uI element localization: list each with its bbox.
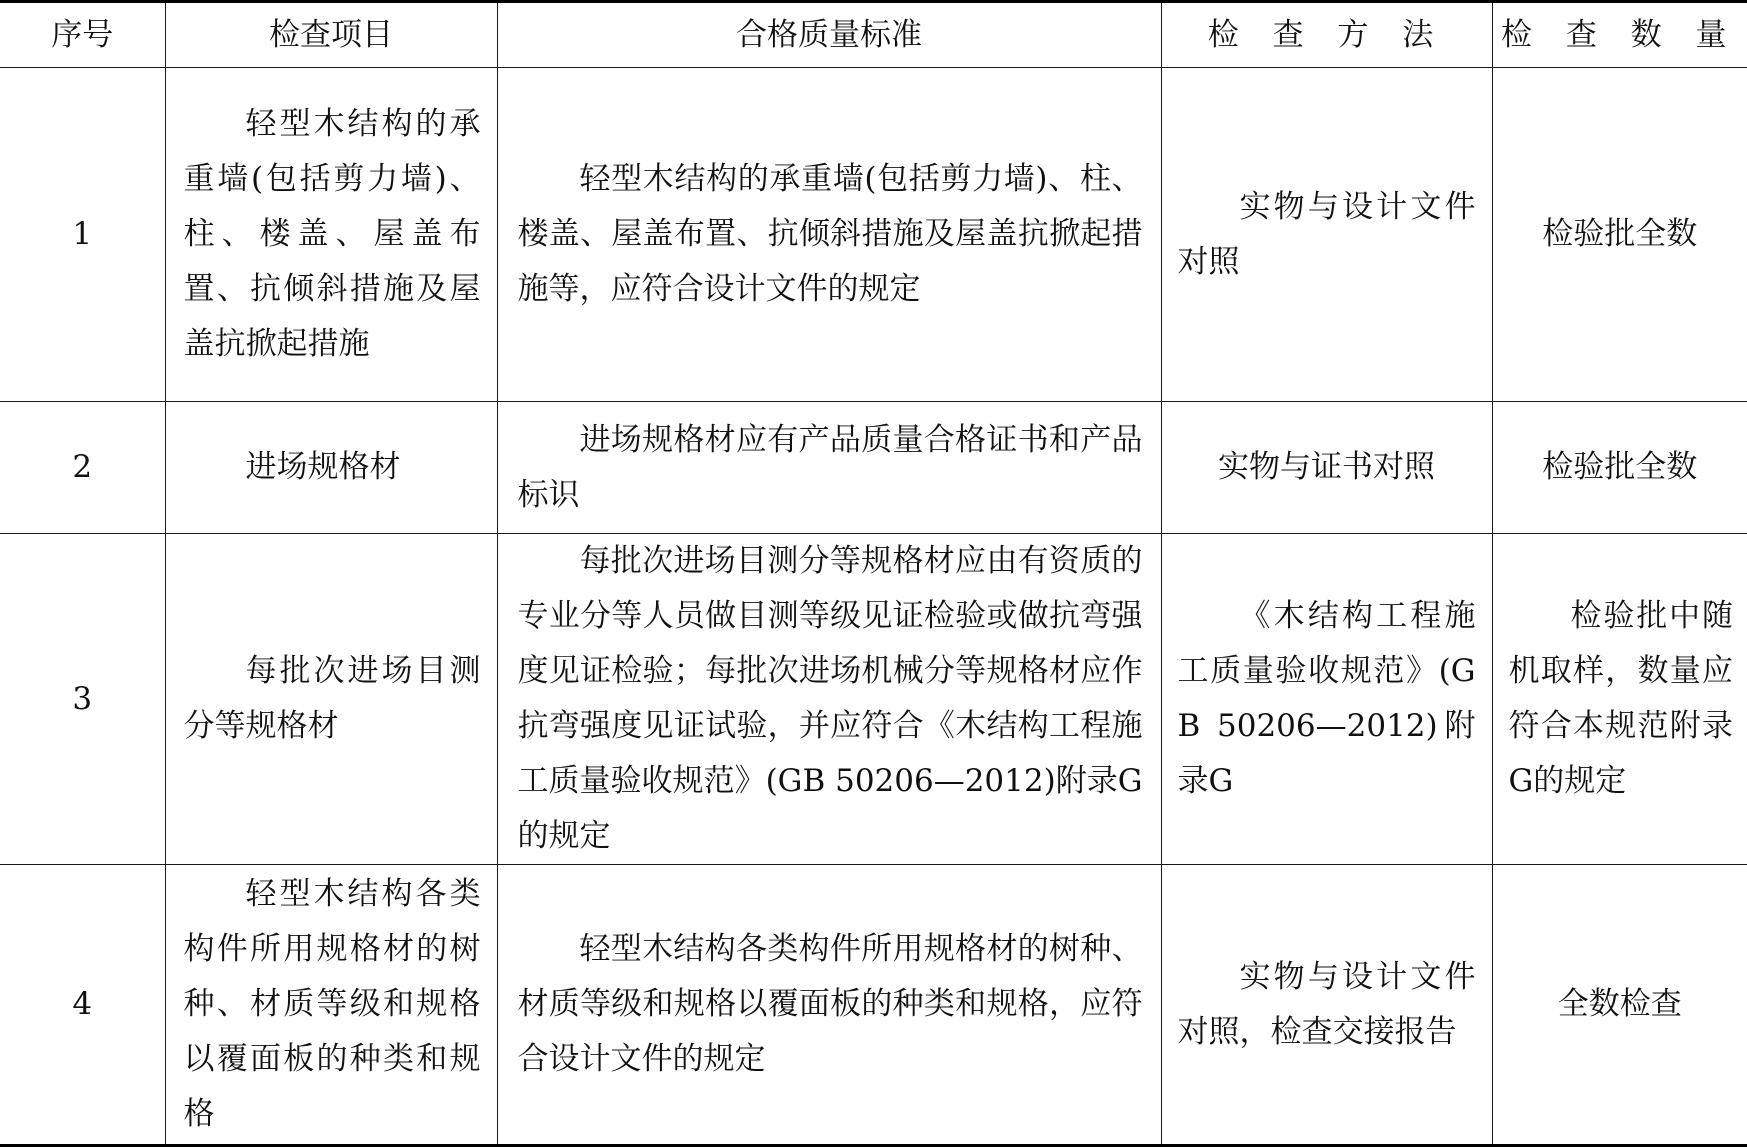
header-row [0,2,1747,68]
row-method: 实物与证书对照 [1161,402,1492,534]
row-item: 进场规格材 [165,402,497,534]
header-quantity: 检 查 数 量 [1492,2,1747,68]
row-quantity: 全数检查 [1492,865,1747,1146]
row-method: 《木结构工程施工质量验收规范》(GB 50206—2012)附录G [1161,534,1492,865]
row-item: 轻型木结构的承重墙(包括剪力墙)、柱、楼盖、屋盖布置、抗倾斜措施及屋盖抗掀起措施 [165,68,497,402]
row-quantity: 检验批全数 [1492,68,1747,402]
row-no: 1 [0,68,165,402]
row-standard: 轻型木结构各类构件所用规格材的树种、材质等级和规格以覆面板的种类和规格，应符合设计文件的规定 [497,865,1161,1146]
table-row [0,68,1747,402]
header-no: 序号 [0,2,165,68]
table-header [0,2,1747,68]
row-quantity: 检验批全数 [1492,402,1747,534]
table-row [0,402,1747,534]
table-row [0,534,1747,865]
table-body [0,68,1747,1146]
header-item: 检查项目 [165,2,497,68]
row-quantity: 检验批中随机取样，数量应符合本规范附录G的规定 [1492,534,1747,865]
row-item: 每批次进场目测分等规格材 [165,534,497,865]
header-method: 检 查 方 法 [1161,2,1492,68]
row-method: 实物与设计文件对照，检查交接报告 [1161,865,1492,1146]
row-no: 3 [0,534,165,865]
row-standard: 轻型木结构的承重墙(包括剪力墙)、柱、楼盖、屋盖布置、抗倾斜措施及屋盖抗掀起措施等，应符合设计文件的规定 [497,68,1161,402]
table-row [0,865,1747,1146]
row-no: 2 [0,402,165,534]
row-standard: 每批次进场目测分等规格材应由有资质的专业分等人员做目测等级见证检验或做抗弯强度见证检验；每批次进场机械分等规格材应作抗弯强度见证试验，并应符合《木结构工程施工质量验收规范》(GB 50206—2012)附录G的规定 [497,534,1161,865]
row-method: 实物与设计文件对照 [1161,68,1492,402]
row-item: 轻型木结构各类构件所用规格材的树种、材质等级和规格以覆面板的种类和规格 [165,865,497,1146]
row-standard: 进场规格材应有产品质量合格证书和产品标识 [497,402,1161,534]
row-no: 4 [0,865,165,1146]
header-standard: 合格质量标准 [497,2,1161,68]
